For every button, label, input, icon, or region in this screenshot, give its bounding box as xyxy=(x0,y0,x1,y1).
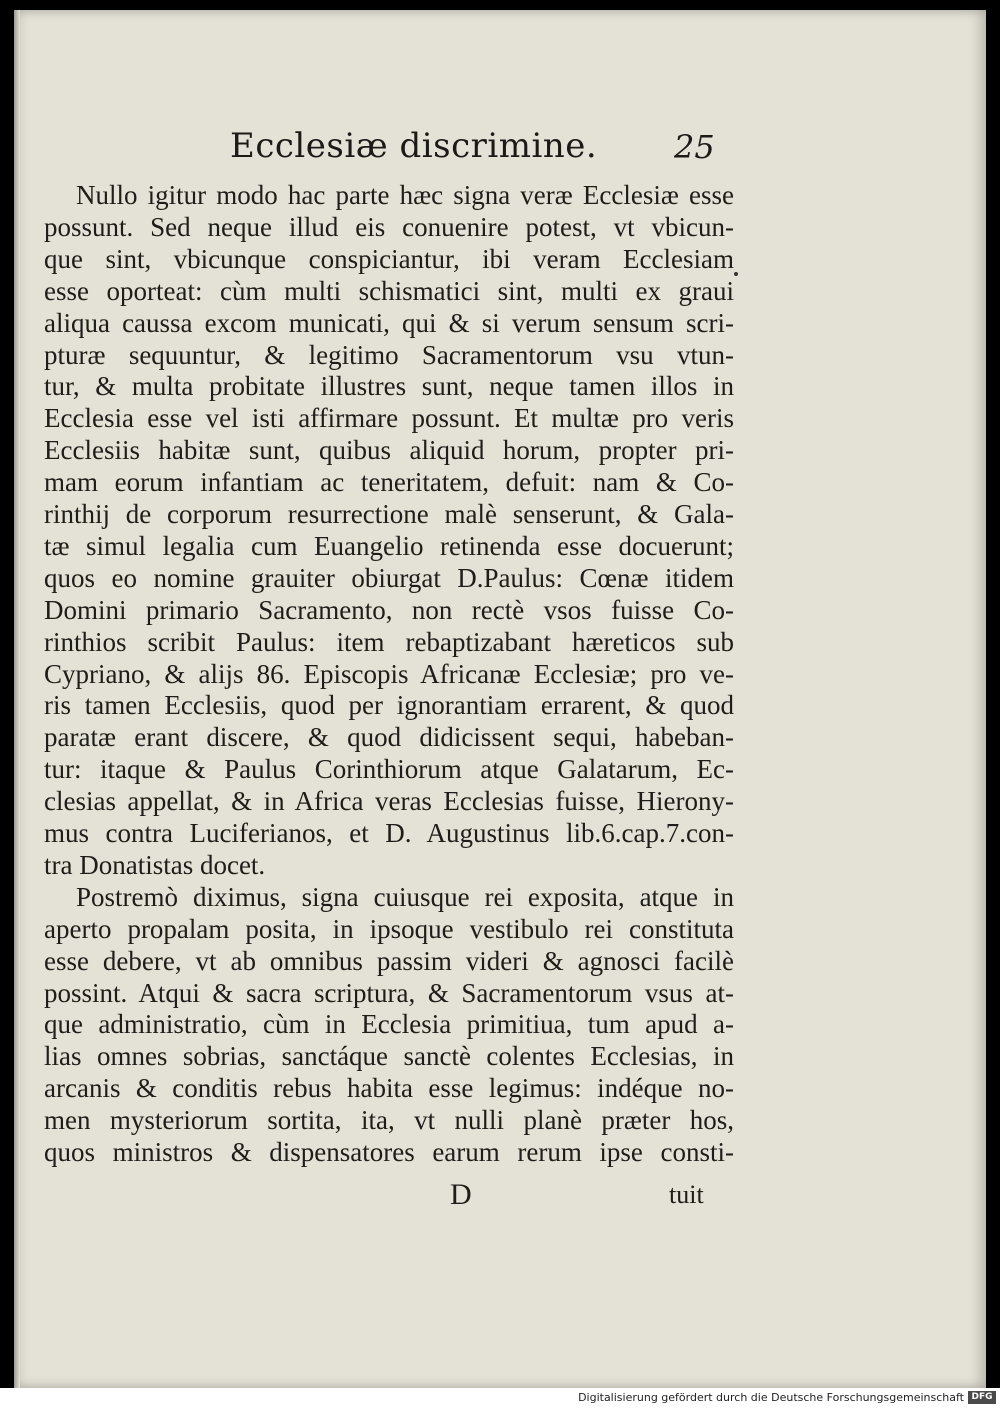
text-line: Ecclesiis habitæ sunt, quibus aliquid horum, propter pri- xyxy=(44,435,734,466)
text-line: ris tamen Ecclesiis, quod per ignorantiam errarent, & quod xyxy=(44,690,734,721)
text-line: paratæ erant discere, & quod didicissent sequi, habeban- xyxy=(44,722,734,753)
funding-credit: Digitalisierung gefördert durch die Deutsche Forschungsgemeinschaft xyxy=(578,1391,964,1404)
text-line: tra Donatistas docet. xyxy=(44,849,266,880)
text-line: quos eo nomine grauiter obiurgat D.Paulus: Cœnæ itidem xyxy=(44,562,734,593)
text-line: tæ simul legalia cum Euangelio retinenda esse docuerunt; xyxy=(44,530,734,561)
text-line: rinthij de corporum resurrectione malè senserunt, & Gala- xyxy=(44,499,734,529)
text-line: aliqua caussa excom municati, qui & si verum sensum scri- xyxy=(44,307,734,338)
text-line: clesias appellat, & in Africa veras Ecclesias fuisse, Hierony- xyxy=(44,786,734,817)
text-line: pturæ sequuntur, & legitimo Sacramentorum vsu vtun- xyxy=(44,339,734,370)
text-line: mus contra Luciferianos, et D. Augustinus lib.6.cap.7.con- xyxy=(44,818,734,848)
text-line: Domini primario Sacramento, non rectè vsos fuisse Co- xyxy=(44,594,734,625)
text-line: mam eorum infantiam ac teneritatem, defuit: nam & Co- xyxy=(44,467,734,498)
text-line: Postremò diximus, signa cuiusque rei exposita, atque in xyxy=(76,881,734,912)
book-page xyxy=(14,10,986,1388)
text-line: esse debere, vt ab omnibus passim videri & agnosci facilè xyxy=(44,945,734,976)
text-line: men mysteriorum sortita, ita, vt nulli planè præter hos, xyxy=(44,1105,734,1136)
text-line: Ecclesia esse vel isti affirmare possunt. Et multæ pro veris xyxy=(44,403,734,434)
text-line: arcanis & conditis rebus habita esse legimus: indéque no- xyxy=(44,1073,734,1104)
text-line: Nullo igitur modo hac parte hæc signa veræ Ecclesiæ esse xyxy=(76,180,734,210)
running-head: Ecclesiæ discrimine. xyxy=(230,126,598,166)
viewer-footer xyxy=(0,1388,1000,1408)
page-number: 25 xyxy=(674,128,715,166)
text-line: possunt. Sed neque illud eis conuenire potest, vt vbicun- xyxy=(44,211,734,242)
text-line: que sint, vbicunque conspiciantur, ibi veram Ecclesiam xyxy=(44,243,734,274)
signature-mark: D xyxy=(450,1178,472,1211)
text-line: quos ministros & dispensatores earum rerum ipse consti- xyxy=(44,1137,734,1167)
text-line: tur: itaque & Paulus Corinthiorum atque Galatarum, Ec- xyxy=(44,754,734,785)
text-line: rinthios scribit Paulus: item rebaptizabant hæreticos sub xyxy=(44,626,734,657)
text-line: que administratio, cùm in Ecclesia primitiua, tum apud a- xyxy=(44,1009,734,1040)
text-line: esse oporteat: cùm multi schismatici sint, multi ex graui xyxy=(44,275,734,306)
text-line: lias omnes sobrias, sanctáque sanctè colentes Ecclesias, in xyxy=(44,1041,734,1072)
text-line: possint. Atqui & sacra scriptura, & Sacramentorum vsus at- xyxy=(44,977,734,1008)
catchword: tuit xyxy=(669,1180,704,1209)
ink-speck xyxy=(734,272,738,276)
body-text xyxy=(14,10,986,1388)
text-line: Cypriano, & alijs 86. Episcopis Africanæ Ecclesiæ; pro ve- xyxy=(44,658,734,689)
dfg-logo-icon: DFG xyxy=(968,1391,996,1404)
text-line: tur, & multa probitate illustres sunt, neque tamen illos in xyxy=(44,371,734,402)
text-line: aperto propalam posita, in ipsoque vestibulo rei constituta xyxy=(44,913,734,944)
